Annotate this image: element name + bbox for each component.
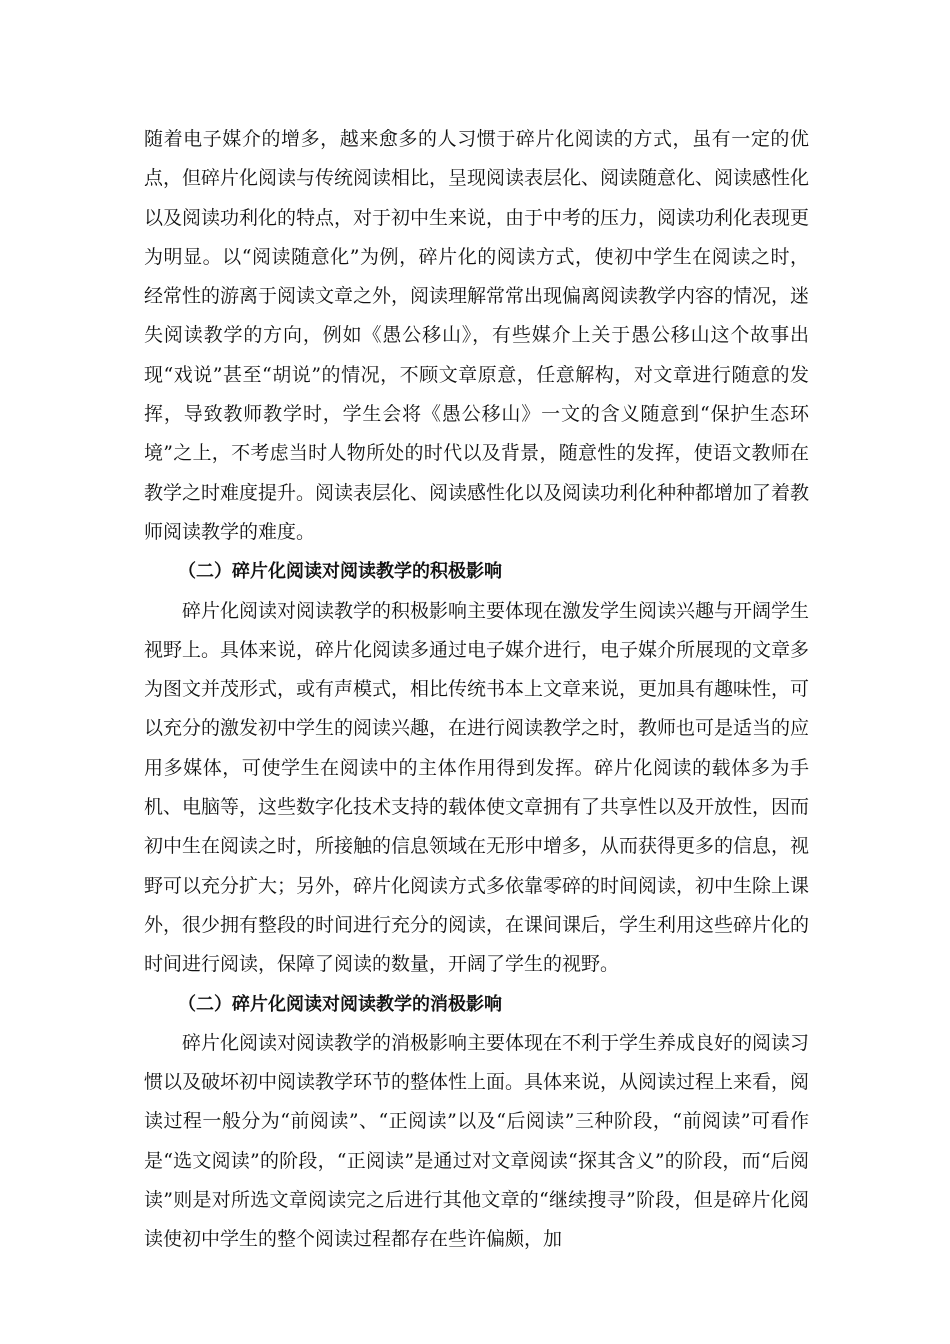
- body-paragraph-1: 随着电子媒介的增多，越来愈多的人习惯于碎片化阅读的方式，虽有一定的优点，但碎片化阅读与传统阅读相比，呈现阅读表层化、阅读随意化、阅读感性化以及阅读功利化的特点，对于初中生来说，由于中考的压力，阅读功利化表现更为明显。以“阅读随意化”为例，碎片化的阅读方式，使初中学生在阅读之时，经常性的游离于阅读文章之外，阅读理解常常出现偏离阅读教学内容的情况，迷失阅读教学的方向，例如《愚公移山》，有些媒介上关于愚公移山这个故事出现“戏说”甚至“胡说”的情况，不顾文章原意，任意解构，对文章进行随意的发挥，导致教师教学时，学生会将《愚公移山》一文的含义随意到“保护生态环境”之上，不考虑当时人物所处的时代以及背景，随意性的发挥，使语文教师在教学之时难度提升。阅读表层化、阅读感性化以及阅读功利化种种都增加了着教师阅读教学的难度。: [144, 128, 810, 543]
- body-paragraph-2: 碎片化阅读对阅读教学的积极影响主要体现在激发学生阅读兴趣与开阔学生视野上。具体来说，碎片化阅读多通过电子媒介进行，电子媒介所展现的文章多为图文并茂形式，或有声模式，相比传统书本上文章来说，更加具有趣味性，可以充分的激发初中学生的阅读兴趣，在进行阅读教学之时，教师也可是适当的应用多媒体，可使学生在阅读中的主体作用得到发挥。碎片化阅读的载体多为手机、电脑等，这些数字化技术支持的载体使文章拥有了共享性以及开放性，因而初中生在阅读之时，所接触的信息领域在无形中增多，从而获得更多的信息，视野可以充分扩大；另外，碎片化阅读方式多依靠零碎的时间阅读，初中生除上课外，很少拥有整段的时间进行充分的阅读，在课间课后，学生利用这些碎片化的时间进行阅读，保障了阅读的数量，开阔了学生的视野。: [144, 599, 810, 976]
- document-body: [144, 120, 809, 1260]
- section-heading-negative-impact: （二）碎片化阅读对阅读教学的消极影响: [178, 993, 502, 1015]
- body-paragraph-3: 碎片化阅读对阅读教学的消极影响主要体现在不利于学生养成良好的阅读习惯以及破坏初中阅读教学环节的整体性上面。具体来说，从阅读过程上来看，阅读过程一般分为“前阅读”、“正阅读”以及“后阅读”三种阶段，“前阅读”可看作是“选文阅读”的阶段，“正阅读”是通过对文章阅读“探其含义”的阶段，而“后阅读”则是对所选文章阅读完之后进行其他文章的“继续搜寻”阶段，但是碎片化阅读使初中学生的整个阅读过程都存在些许偏颇，加: [144, 1031, 810, 1251]
- section-heading-positive-impact: （二）碎片化阅读对阅读教学的积极影响: [178, 561, 502, 583]
